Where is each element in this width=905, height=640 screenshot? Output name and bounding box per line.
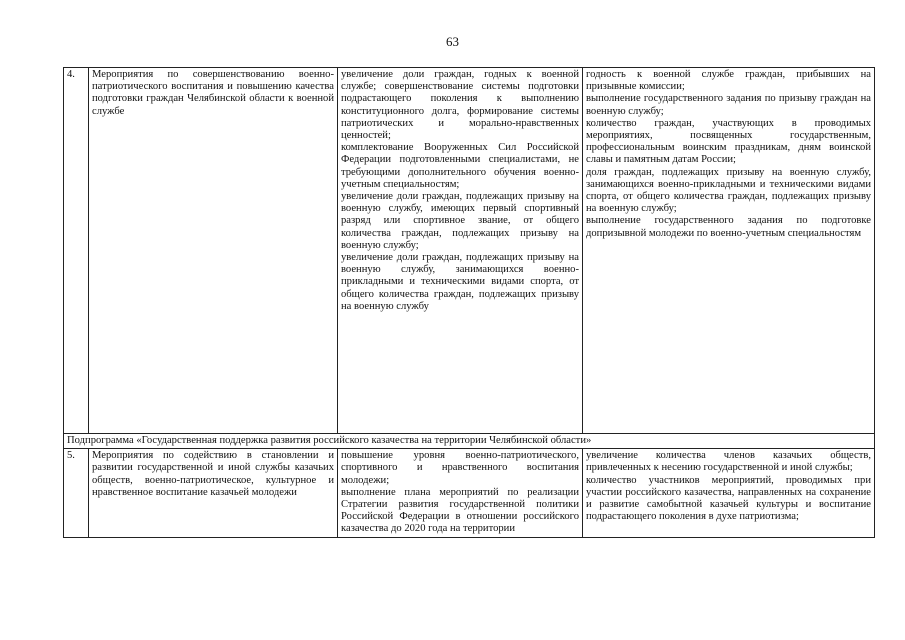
page-number: 63 xyxy=(446,34,459,49)
result-item: увеличение доли граждан, подлежащих призыву на военную службу, имеющих первый спортивный разряд или спортивное звание, от общего количества граждан, подлежащих призыву на военную службу; xyxy=(341,191,579,251)
indicator-item: количество участников мероприятий, проводимых при участии российского казачества, направленных на сохранение и развитие самобытной казачьей культуры и воспитание подрастающего поколения в духе патриотизма; xyxy=(586,474,871,523)
row-number: 5. xyxy=(64,449,89,537)
activity-cell: Мероприятия по совершенствованию военно-патриотического воспитания и повышению качества подготовки граждан Челябинской области к военной службе xyxy=(89,68,338,434)
table-row xyxy=(64,68,875,434)
results-cell xyxy=(338,449,583,537)
indicator-item: количество граждан, участвующих в проводимых мероприятиях, посвященных государственным, профессиональным воинским праздникам, дням воинской славы и памятным датам России; xyxy=(586,117,871,166)
indicators-cell xyxy=(583,449,875,537)
activity-cell: Мероприятия по содействию в становлении и развитии государственной и иной службы казачьих обществ, военно-патриотическое, культурное и нравственное воспитание казачьей молодежи xyxy=(89,449,338,537)
program-table xyxy=(63,67,875,538)
indicator-item: доля граждан, подлежащих призыву на военную службу, занимающихся военно-прикладными и техническими видами спорта, от общего количества граждан, подлежащих призыву на военную службу; xyxy=(586,166,871,215)
results-cell xyxy=(338,68,583,434)
result-item: увеличение доли граждан, годных к военной службе; совершенствование системы подготовки подрастающего поколения к выполнению конституционного долга, формирование системы патриотических и морально-нравственных ценностей; xyxy=(341,69,579,142)
row-number: 4. xyxy=(64,68,89,434)
result-item: комплектование Вооруженных Сил Российской Федерации подготовленными специалистами, не требующими дополнительного обучения военно-учетным специальностям; xyxy=(341,142,579,190)
indicators-cell xyxy=(583,68,875,434)
result-item: выполнение плана мероприятий по реализации Стратегии развития государственной политики Российской Федерации в отношении российского казачества до 2020 года на территории xyxy=(341,486,579,535)
indicator-item: выполнение государственного задания по подготовке допризывной молодежи по военно-учетным специальностям xyxy=(586,215,871,239)
subprogram-row xyxy=(64,434,875,449)
indicator-item: выполнение государственного задания по призыву граждан на военную службу; xyxy=(586,93,871,117)
table-row xyxy=(64,449,875,537)
indicator-item: годность к военной службе граждан, прибывших на призывные комиссии; xyxy=(586,69,871,93)
result-item: повышение уровня военно-патриотического, спортивного и нравственного воспитания молодежи; xyxy=(341,450,579,486)
result-item: увеличение доли граждан, подлежащих призыву на военную службу, занимающихся военно-прикладными и техническими видами спорта, от общего количества граждан, подлежащих призыву на военную службу xyxy=(341,252,579,312)
subprogram-title: Подпрограмма «Государственная поддержка развития российского казачества на территории Челябинской области» xyxy=(64,434,875,449)
indicator-item: увеличение количества членов казачьих обществ, привлеченных к несению государственной и иной службы; xyxy=(586,450,871,474)
